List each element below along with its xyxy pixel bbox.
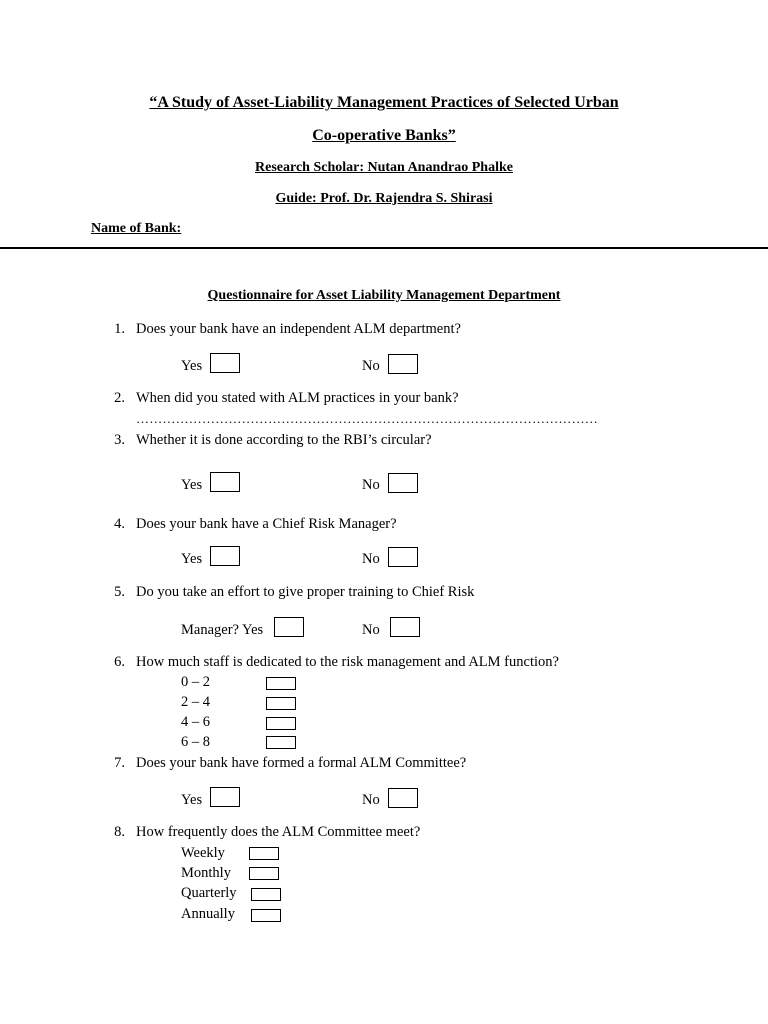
question-number: 8. [114,824,125,840]
q4-yes-checkbox[interactable] [210,546,240,566]
yes-label: Yes [181,792,203,808]
frequency-option-label: Monthly [181,865,231,881]
questionnaire-title: Questionnaire for Asset Liability Management Department [207,288,561,303]
no-label: No [362,477,380,493]
question-number: 3. [114,432,125,448]
q5-no-checkbox[interactable] [390,617,420,637]
no-label: No [362,622,380,638]
q7-yes-checkbox[interactable] [210,787,240,807]
header-divider [0,247,768,249]
no-label: No [362,792,380,808]
staff-option-label: 2 – 4 [181,694,210,710]
yes-label: Manager? Yes [181,622,264,638]
document-title-line-2: Co-operative Banks” [312,127,456,144]
no-label: No [362,551,380,567]
frequency-option-label: Annually [181,906,235,922]
question-1-text: Does your bank have an independent ALM department? [136,321,461,337]
yes-label: Yes [181,477,203,493]
staff-option-checkbox[interactable] [266,697,296,710]
staff-option-label: 4 – 6 [181,714,210,730]
question-2-text: When did you stated with ALM practices in your bank? [136,390,459,406]
staff-option-checkbox[interactable] [266,736,296,749]
question-number: 6. [114,654,125,670]
frequency-option-label: Weekly [181,845,225,861]
question-number: 1. [114,321,125,337]
no-label: No [362,358,380,374]
frequency-option-checkbox[interactable] [251,888,281,901]
question-6-text: How much staff is dedicated to the risk management and ALM function? [136,654,559,670]
q1-no-checkbox[interactable] [388,354,418,374]
question-7-text: Does your bank have formed a formal ALM Committee? [136,755,467,771]
yes-label: Yes [181,358,203,374]
frequency-option-label: Quarterly [181,885,237,901]
staff-option-label: 0 – 2 [181,674,210,690]
question-5-text: Do you take an effort to give proper training to Chief Risk [136,584,475,600]
q5-yes-checkbox[interactable] [274,617,304,637]
staff-option-checkbox[interactable] [266,717,296,730]
question-4-text: Does your bank have a Chief Risk Manager? [136,516,397,532]
bank-name-label: Name of Bank: [91,221,182,236]
research-scholar: Research Scholar: Nutan Anandrao Phalke [255,160,513,175]
question-number: 7. [114,755,125,771]
question-number: 4. [114,516,125,532]
q1-yes-checkbox[interactable] [210,353,240,373]
frequency-option-checkbox[interactable] [249,847,279,860]
frequency-option-checkbox[interactable] [251,909,281,922]
q3-yes-checkbox[interactable] [210,472,240,492]
guide: Guide: Prof. Dr. Rajendra S. Shirasi [275,191,493,206]
q3-no-checkbox[interactable] [388,473,418,493]
document-title-line-1: “A Study of Asset-Liability Management Practices of Selected Urban [149,94,619,111]
q4-no-checkbox[interactable] [388,547,418,567]
question-number: 2. [114,390,125,406]
answer-dotted-line[interactable]: …………………………………………………………………………………………… [136,411,598,426]
staff-option-label: 6 – 8 [181,734,210,750]
q7-no-checkbox[interactable] [388,788,418,808]
frequency-option-checkbox[interactable] [249,867,279,880]
question-3-text: Whether it is done according to the RBI’s circular? [136,432,432,448]
yes-label: Yes [181,551,203,567]
question-number: 5. [114,584,125,600]
question-8-text: How frequently does the ALM Committee meet? [136,824,421,840]
staff-option-checkbox[interactable] [266,677,296,690]
